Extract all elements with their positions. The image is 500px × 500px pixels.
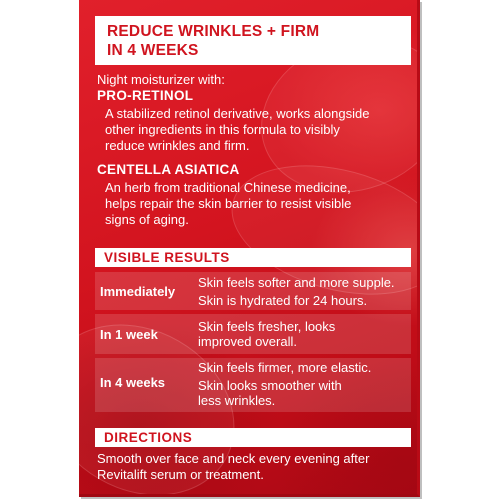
- results-row-text: [198, 319, 413, 349]
- ingredient-description-line: An herb from traditional Chinese medicine,: [105, 180, 351, 195]
- results-row-text: [198, 275, 413, 308]
- ingredient-description: [105, 180, 410, 228]
- results-row-label: Immediately: [100, 284, 176, 299]
- ingredient-description-line: A stabilized retinol derivative, works alongside: [105, 106, 370, 121]
- directions-line: Revitalift serum or treatment.: [97, 467, 264, 482]
- claim-title-box: [95, 16, 411, 65]
- directions-heading: DIRECTIONS: [95, 428, 411, 447]
- claim-title-line-1: REDUCE WRINKLES + FIRM: [107, 23, 320, 40]
- results-row-line: Skin feels fresher, looks: [198, 319, 336, 334]
- results-row-line: Skin feels softer and more supple.: [198, 275, 395, 290]
- ingredient-description-line: other ingredients in this formula to visibly: [105, 122, 340, 137]
- results-row: [95, 358, 411, 412]
- results-row-label: In 4 weeks: [100, 375, 166, 390]
- results-row-line: less wrinkles.: [198, 393, 276, 408]
- ingredient-name: CENTELLA ASIATICA: [97, 162, 240, 177]
- results-row-line: improved overall.: [198, 334, 297, 349]
- results-row-line: Skin looks smoother with: [198, 378, 342, 393]
- directions-line: Smooth over face and neck every evening after: [97, 451, 370, 466]
- claim-title-line-2: IN 4 WEEKS: [107, 42, 199, 59]
- intro-text: Night moisturizer with:: [97, 72, 225, 87]
- results-row-label: In 1 week: [100, 327, 158, 342]
- results-row-line: Skin is hydrated for 24 hours.: [198, 293, 368, 308]
- product-box-back-panel: [79, 0, 420, 497]
- results-row-line: Skin feels firmer, more elastic.: [198, 360, 372, 375]
- ingredient-description-line: helps repair the skin barrier to resist visible: [105, 196, 352, 211]
- ingredient-description: [105, 106, 410, 154]
- ingredient-name: PRO-RETINOL: [97, 88, 194, 103]
- ingredient-description-line: signs of aging.: [105, 212, 189, 227]
- results-row-text: [198, 360, 413, 408]
- directions-text: [97, 451, 417, 483]
- results-row: [95, 314, 411, 354]
- results-row: [95, 272, 411, 310]
- ingredient-description-line: reduce wrinkles and firm.: [105, 138, 250, 153]
- visible-results-heading: VISIBLE RESULTS: [95, 248, 411, 267]
